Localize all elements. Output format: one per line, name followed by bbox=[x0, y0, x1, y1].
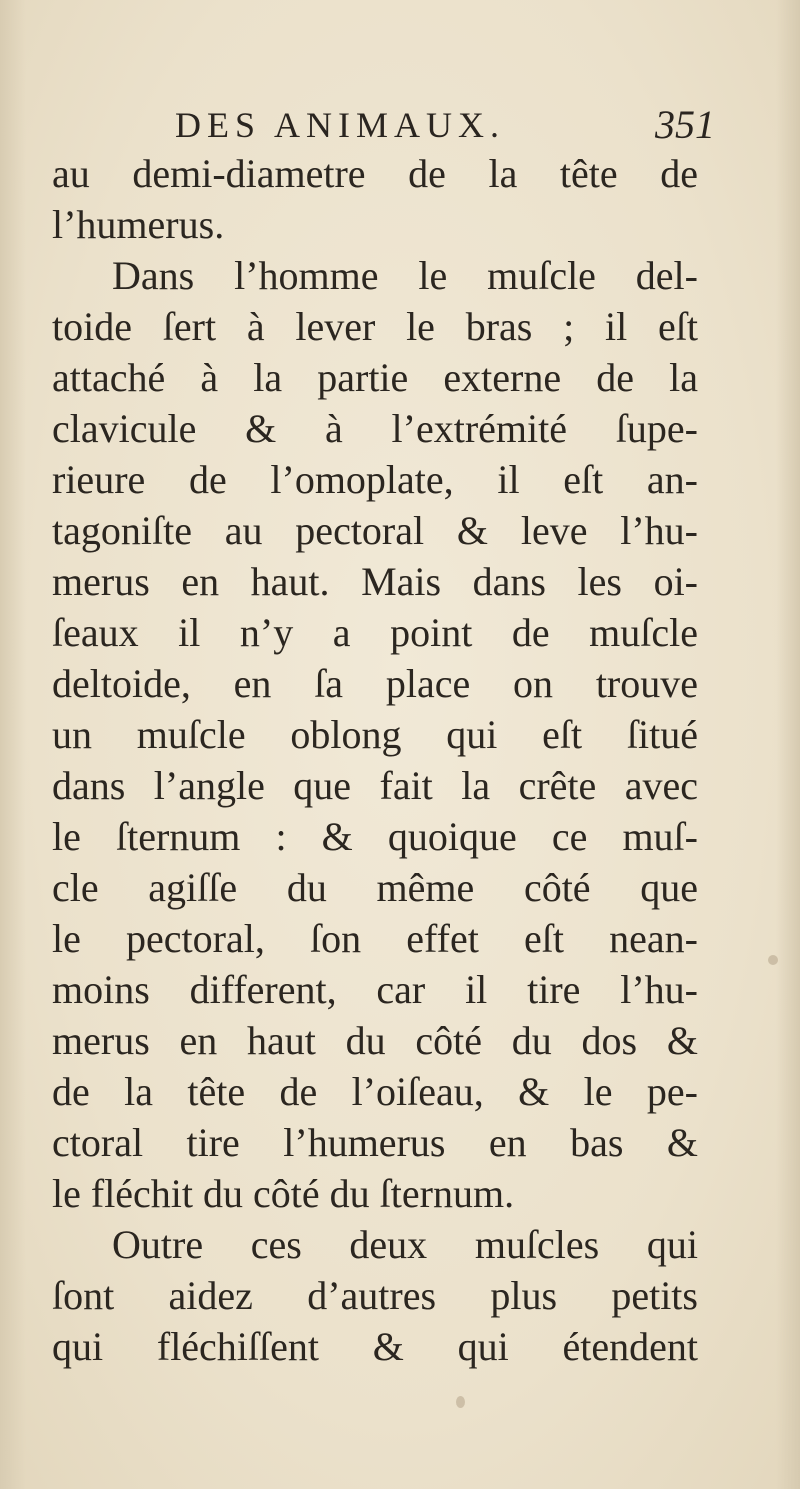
text-line: moins different, car il tire l’hu- bbox=[52, 967, 698, 1012]
page-shadow-right bbox=[776, 0, 800, 1489]
page-shadow-left bbox=[0, 0, 26, 1489]
running-head: DES ANIMAUX. bbox=[175, 105, 506, 145]
text-line: merus en haut du côté du dos & bbox=[52, 1018, 698, 1063]
text-line: de la tête de l’oiſeau, & le pe- bbox=[52, 1069, 698, 1114]
text-line: un muſcle oblong qui eſt ſitué bbox=[52, 712, 698, 757]
body-text bbox=[52, 148, 698, 1372]
text-line: attaché à la partie externe de la bbox=[52, 355, 698, 400]
text-line: ſont aidez d’autres plus petits bbox=[52, 1273, 698, 1318]
text-line: toide ſert à lever le bras ; il eſt bbox=[52, 304, 698, 349]
text-line: le ſternum : & quoique ce muſ- bbox=[52, 814, 698, 859]
paper-blemish bbox=[768, 955, 778, 965]
text-line: ctoral tire l’humerus en bas & bbox=[52, 1120, 698, 1165]
paper-blemish bbox=[456, 1396, 465, 1408]
text-line: rieure de l’omoplate, il eſt an- bbox=[52, 457, 698, 502]
text-line: l’humerus. bbox=[52, 202, 225, 247]
page-header bbox=[175, 96, 715, 154]
text-line: clavicule & à l’extrémité ſupe- bbox=[52, 406, 698, 451]
page-number: 351 bbox=[655, 102, 715, 147]
text-line: dans l’angle que fait la crête avec bbox=[52, 763, 698, 808]
text-line: tagoniſte au pectoral & leve l’hu- bbox=[52, 508, 698, 553]
text-line: qui fléchiſſent & qui étendent bbox=[52, 1324, 698, 1369]
text-line: Dans l’homme le muſcle del- bbox=[112, 253, 698, 298]
text-line: ſeaux il n’y a point de muſcle bbox=[52, 610, 698, 655]
text-line: le pectoral, ſon effet eſt nean- bbox=[52, 916, 698, 961]
text-line: deltoide, en ſa place on trouve bbox=[52, 661, 698, 706]
text-line: Outre ces deux muſcles qui bbox=[112, 1222, 698, 1267]
text-line: cle agiſſe du même côté que bbox=[52, 865, 698, 910]
text-line: merus en haut. Mais dans les oi- bbox=[52, 559, 698, 604]
text-line: au demi-diametre de la tête de bbox=[52, 151, 698, 196]
text-line: le fléchit du côté du ſternum. bbox=[52, 1171, 515, 1216]
